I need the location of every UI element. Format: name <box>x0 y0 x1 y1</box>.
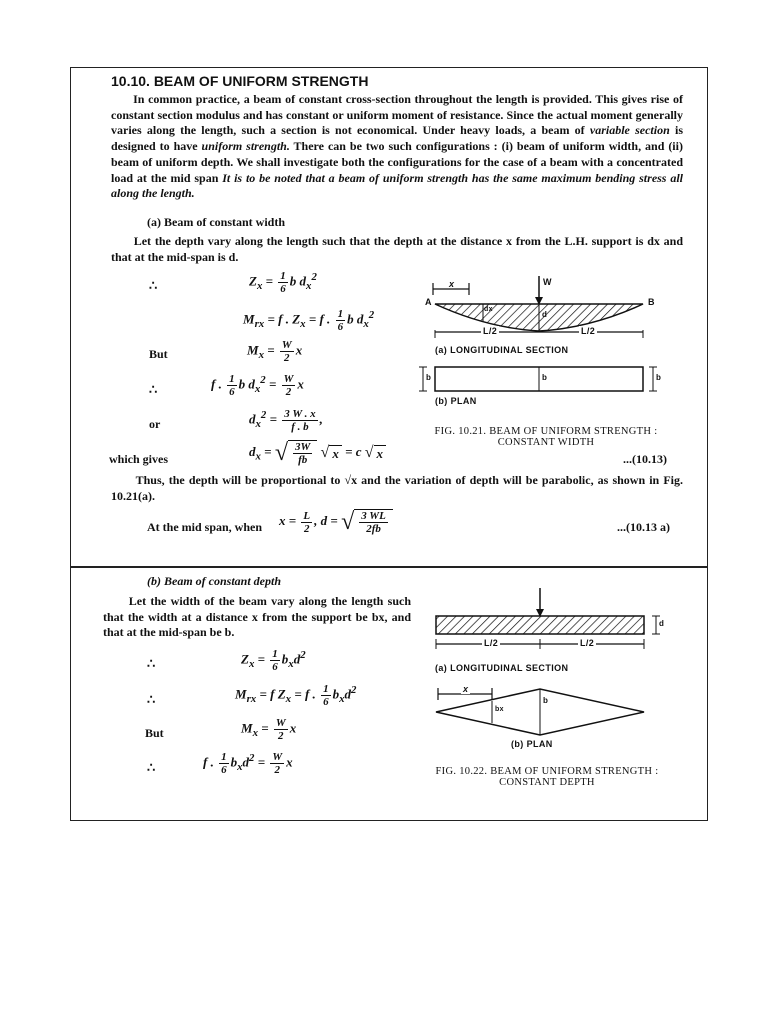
figure-10-21-caption <box>411 426 681 448</box>
bx-label: bx <box>495 706 504 713</box>
section-panel-constant-depth <box>70 567 708 821</box>
constant-depth-beam-section <box>436 616 644 634</box>
but-label: But <box>149 347 168 361</box>
figure-caption-line-1: FIG. 10.22. BEAM OF UNIFORM STRENGTH : <box>435 766 659 777</box>
half-span-right-label: L/2 <box>581 326 596 336</box>
part-b-text: Let the width of the beam vary along the length such that the width at a distance x from the support be bx, and that at the mid-span be b. <box>103 594 411 639</box>
width-b-left-label: b <box>426 373 432 382</box>
intro-emphasis-3: It is to be noted that a beam of uniform strength has the same maximum bending stress all along the length. <box>111 170 683 201</box>
therefore-symbol: ∴ <box>147 692 156 707</box>
longitudinal-section-label: (a) LONGITUDINAL SECTION <box>435 345 569 355</box>
plan-label-b: (b) PLAN <box>511 739 553 749</box>
intro-emphasis-1: variable section <box>589 123 670 138</box>
dx-label: dx <box>484 306 493 313</box>
intro-text-1: In common practice, a beam of constant cross-section throughout the length is provided. This gives rise of constant section modulus and has constant or uniform moment of resistance. Since the actual moment generally varies along the length, such a section is not economical. Under heavy loads, a beam of <box>111 92 684 138</box>
or-label: or <box>149 417 161 431</box>
equation-equate-b: f . $\frac{1}{6}$ $b_xd^2$ = $\frac{W}{2}$ x <box>203 751 293 776</box>
equation-depth: $d_x$ = √ $\frac{3W}{fb}$ √ x = c √ x <box>249 440 386 466</box>
figure-caption-line-2: CONSTANT DEPTH <box>499 777 595 788</box>
width-b-label: b <box>543 696 549 705</box>
mid-depth-label: d <box>542 310 548 319</box>
part-a-heading: (a) Beam of constant width <box>147 215 285 229</box>
therefore-symbol: ∴ <box>149 278 158 293</box>
width-b-mid-label: b <box>542 373 548 382</box>
figure-10-22-caption <box>407 766 687 788</box>
intro-emphasis-2: uniform strength. <box>201 139 290 154</box>
part-b-heading: (b) Beam of constant depth <box>147 574 281 588</box>
but-label-b: But <box>145 726 164 740</box>
intro-text-3: There can be two such configurations : (i) beam of uniform width, and (ii) beam of uniform depth. We shall investigate both the configurations for the case of a beam with a concentrated load at the mid span <box>111 139 683 185</box>
midspan-lead-text: At the mid span, when <box>147 520 263 534</box>
equation-moment-resistance-b: $M_{rx} = f$ $Z_x = f$ . $\frac{1}{6}$ $b_xd^2$ <box>235 683 357 708</box>
depth-d-label: d <box>659 619 665 628</box>
equation-reference-10-13a: ...(10.13 a) <box>617 520 670 534</box>
which-gives-label: which gives <box>109 452 169 466</box>
x-distance-label: x <box>449 279 455 289</box>
width-b-right-label: b <box>656 373 662 382</box>
equation-reference-10-13: ...(10.13) <box>623 452 667 466</box>
therefore-symbol: ∴ <box>147 760 156 775</box>
section-panel-constant-width <box>70 67 708 567</box>
half-span-left-label: L/2 <box>483 326 498 336</box>
equation-bending-moment: $M_x$ = $\frac{W}{2}$ x <box>247 339 303 364</box>
section-title: 10.10. BEAM OF UNIFORM STRENGTH <box>111 73 369 89</box>
figure-10-21-drawing <box>71 68 709 568</box>
figure-caption-line-2: CONSTANT WIDTH <box>497 437 595 448</box>
equation-midspan-depth: x = $\frac{L}{2}$ , d = √ $\frac{3 WL}{2fb}$ <box>279 509 393 535</box>
part-a-text: Let the depth vary along the length such that the depth at the distance x from the L.H. support is dx and that at the mid-span is d. <box>111 234 684 264</box>
figure-caption-line-1: FIG. 10.21. BEAM OF UNIFORM STRENGTH : <box>434 426 658 437</box>
equation-bending-moment-b: $M_x$ = $\frac{W}{2}$ x <box>241 717 297 742</box>
equation-section-modulus: $Z_x$ = $\frac{1}{6}$ b $d_x^2$ <box>249 270 317 295</box>
therefore-symbol: ∴ <box>147 656 156 671</box>
therefore-symbol: ∴ <box>149 382 158 397</box>
equation-equate: f . $\frac{1}{6}$ b $d_x^2$ = $\frac{W}{2}$ x <box>211 373 304 398</box>
half-span-left-label-b: L/2 <box>484 638 499 648</box>
plan-label: (b) PLAN <box>435 396 477 406</box>
support-a-label: A <box>425 297 432 307</box>
intro-text-2: is designed to have <box>111 123 683 154</box>
conclusion-text: Thus, the depth will be proportional to √x and the variation of depth will be parabolic, as shown in Fig. 10.21(a). <box>111 473 684 503</box>
longitudinal-section-label-b: (a) LONGITUDINAL SECTION <box>435 663 569 673</box>
equation-moment-resistance: $M_{rx} = f$ . $Z_x = f$ . $\frac{1}{6}$ b $d_x^2$ <box>243 308 375 333</box>
half-span-right-label-b: L/2 <box>580 638 595 648</box>
x-distance-label-b: x <box>463 684 469 694</box>
support-b-label: B <box>648 297 655 307</box>
equation-depth-squared: $d_x^2$ = $\frac{3 W . x}{f . b}$ , <box>249 408 323 433</box>
load-w-label: W <box>543 277 552 287</box>
equation-section-modulus-b: $Z_x$ = $\frac{1}{6}$ $b_xd^2$ <box>241 648 306 673</box>
